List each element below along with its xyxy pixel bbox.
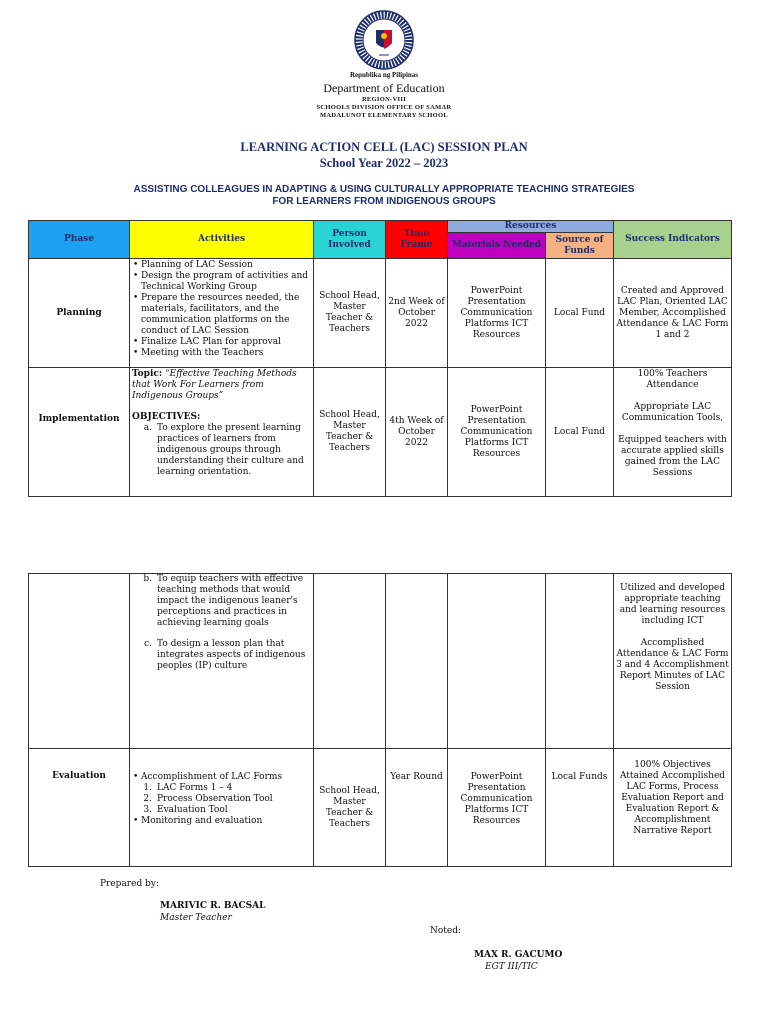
noter-title: EGT III/TIC (485, 962, 538, 972)
list-item: • Finalize LAC Plan for approval (132, 337, 311, 348)
implementation-row (29, 368, 732, 497)
header-activities: Activities (130, 221, 314, 259)
republic-line: Republika ng Pilipinas (349, 71, 419, 79)
objective-a: To explore the present learning practices of learners from indigenous groups through understanding their culture and learning orientation. (157, 423, 304, 477)
noter-name: MAX R. GACUMO (474, 950, 563, 960)
implementation-person: School Head, Master Teacher & Teachers (314, 368, 386, 497)
implementation-success (614, 368, 732, 497)
planning-row (29, 259, 732, 368)
evaluation-success: 100% Objectives Attained Accomplished LAC Forms, Process Evaluation Report and Evaluation Report & Accomplishment Narrative Report (614, 749, 732, 867)
continuation-activities (130, 574, 314, 749)
list-item: Evaluation Tool (157, 805, 228, 815)
success-item: Equipped teachers with accurate applied skills gained from the LAC Sessions (618, 435, 727, 478)
lac-plan-table-continued (28, 573, 732, 867)
implementation-source: Local Fund (546, 368, 614, 497)
preparer-title: Master Teacher (160, 913, 232, 923)
preparer-name: MARIVIC R. BACSAL (160, 901, 266, 911)
implementation-materials: PowerPoint Presentation Communication Platforms ICT Resources (448, 368, 546, 497)
department-name: Department of Education (323, 81, 445, 95)
noted-label: Noted: (430, 926, 462, 936)
topic-label: Topic: (132, 369, 163, 379)
evaluation-person: School Head, Master Teacher & Teachers (314, 749, 386, 867)
list-item: • Monitoring and evaluation (132, 816, 311, 827)
objective-a-number: a. (143, 423, 152, 433)
header-success: Success Indicators (614, 221, 732, 259)
objective-c-number: c. (144, 639, 152, 649)
lac-plan-table (28, 220, 732, 497)
success-item: Accomplished Attendance & LAC Form 3 and 4 Accomplishment Report Minutes of LAC Session (616, 638, 729, 692)
phase-implementation: Implementation (29, 368, 130, 497)
planning-success: Created and Approved LAC Plan, Oriented LAC Member, Accomplished Attendance & LAC Form 1 and 2 (614, 259, 732, 368)
school-year: School Year 2022 – 2023 (319, 156, 449, 170)
division-line: SCHOOLS DIVISION OFFICE OF SAMAR (316, 104, 452, 111)
phase-planning: Planning (29, 259, 130, 368)
list-item: LAC Forms 1 – 4 (157, 783, 233, 793)
theme-line-1: ASSISTING COLLEAGUES IN ADAPTING & USING CULTURALLY APPROPRIATE TEACHING STRATEGIES (133, 184, 635, 195)
planning-source: Local Fund (546, 259, 614, 368)
list-item: • Meeting with the Teachers (132, 348, 311, 359)
list-item: • Design the program of activities and Technical Working Group (132, 271, 311, 293)
success-item: 100% Teachers Attendance (637, 369, 708, 390)
evaluation-time: Year Round (386, 749, 448, 867)
objective-b: To equip teachers with effective teaching methods that would impact the indigenous leaner's perceptions and practices in achieving learning goals (157, 574, 304, 628)
planning-activities (130, 259, 314, 368)
continuation-row (29, 574, 732, 749)
objective-c: To design a lesson plan that integrates aspects of indigenous peoples (IP) culture (157, 639, 306, 671)
header-person: Person Involved (314, 221, 386, 259)
header-resources: Resources (448, 221, 614, 233)
header-phase: Phase (29, 221, 130, 259)
planning-person: School Head, Master Teacher & Teachers (314, 259, 386, 368)
deped-seal-logo (354, 10, 414, 70)
document-title: LEARNING ACTION CELL (LAC) SESSION PLAN (240, 140, 528, 154)
evaluation-materials: PowerPoint Presentation Communication Platforms ICT Resources (448, 749, 546, 867)
region-line: REGION-VIII (361, 96, 407, 103)
success-item: Utilized and developed appropriate teaching and learning resources including ICT (619, 583, 726, 626)
implementation-activities (130, 368, 314, 497)
implementation-time: 4th Week of October 2022 (386, 368, 448, 497)
theme-line-2: FOR LEARNERS FROM INDIGENOUS GROUPS (272, 196, 496, 207)
prepared-by-label: Prepared by: (100, 879, 159, 889)
planning-time: 2nd Week of October 2022 (386, 259, 448, 368)
header-materials: Materials Needed (448, 233, 546, 259)
header-time: Time Frame (386, 221, 448, 259)
evaluation-activities: • Accomplishment of LAC Forms 1. LAC Forms 1 – 4 2. Process Observation Tool 3. Evaluation Tool • Monitoring and evaluation (130, 749, 314, 867)
objectives-label: OBJECTIVES: (132, 412, 201, 422)
list-item: • Planning of LAC Session (132, 260, 311, 271)
topic-text: “Effective Teaching Methods that Work For Learners from Indigenous Groups” (132, 369, 297, 401)
evaluation-source: Local Funds (546, 749, 614, 867)
list-item: • Prepare the resources needed, the materials, facilitators, and the communication platforms on the conduct of LAC Session (132, 293, 311, 337)
header-source: Source of Funds (546, 233, 614, 259)
evaluation-row (29, 749, 732, 867)
phase-evaluation: Evaluation (29, 749, 130, 867)
list-item: • Accomplishment of LAC Forms (132, 772, 311, 783)
planning-materials: PowerPoint Presentation Communication Platforms ICT Resources (448, 259, 546, 368)
success-item: Appropriate LAC Communication Tools, (621, 402, 724, 423)
continuation-success (614, 574, 732, 749)
objective-b-number: b. (143, 574, 152, 584)
school-line: MADALUNOT ELEMENTARY SCHOOL (319, 112, 448, 119)
list-item: Process Observation Tool (157, 794, 273, 804)
